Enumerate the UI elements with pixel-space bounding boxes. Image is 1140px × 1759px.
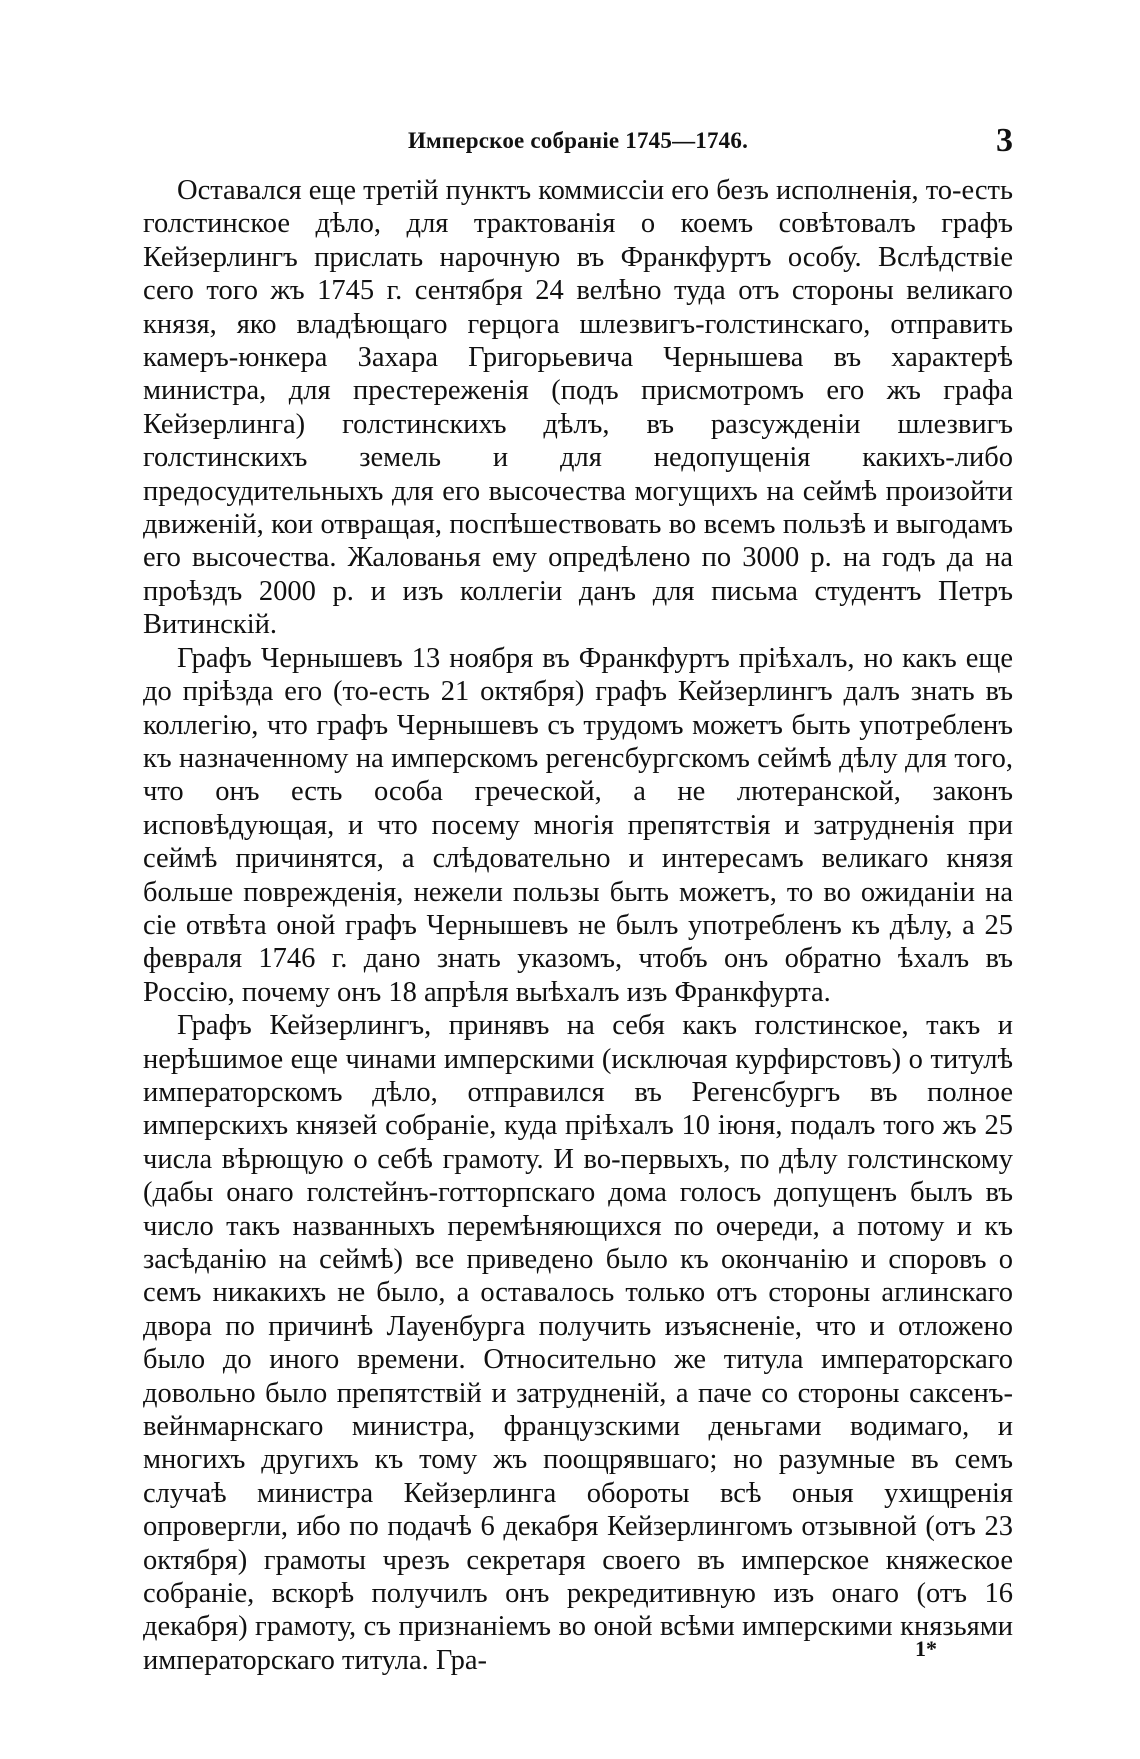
printer-signature-mark: 1* <box>915 1636 937 1661</box>
paragraph: Графъ Чернышевъ 13 ноября въ Франкфуртъ пріѣхалъ, но какъ еще до пріѣзда его (то-есть 21 октября) графъ Кейзерлингъ далъ знать въ коллегію, что графъ Чернышевъ съ трудомъ можетъ быть употребленъ къ назначенному на имперскомъ регенсбургскомъ сеймѣ дѣлу для того, что онъ есть особа греческой, а не лютеранской, законъ исповѣдующая, и что посему многія препятствія и затрудненія при сеймѣ причинятся, а слѣдовательно и интересамъ великаго князя больше поврежденія, нежели пользы быть можетъ, то во ожиданіи на сіе отвѣта оной графъ Чернышевъ не былъ употребленъ къ дѣлу, а 25 февраля 1746 г. дано знать указомъ, чтобъ онъ обратно ѣхалъ въ Россію, почему онъ 18 апрѣля выѣхалъ изъ Франкфурта. <box>143 642 1013 1008</box>
body-text <box>143 174 1013 1677</box>
paragraph: Графъ Кейзерлингъ, принявъ на себя какъ голстинское, такъ и нерѣшимое еще чинами имперскими (исключая курфирстовъ) о титулѣ императорскомъ дѣло, отправился въ Регенсбургъ въ полное имперскихъ князей собраніе, куда пріѣхалъ 10 іюня, подалъ того жъ 25 числа вѣрющую о себѣ грамоту. И во-первыхъ, по дѣлу голстинскому (дабы онаго голстейнъ-готторпскаго дома голосъ допущенъ былъ въ число такъ названныхъ перемѣняющихся по очереди, а потому и къ засѣданію на сеймѣ) все приведено было къ окончанію и споровъ о семъ никакихъ не было, а оставалось только отъ стороны аглинскаго двора по причинѣ Лауенбурга получить изъясненіе, что и отложено было до иного времени. Относительно же титула императорскаго довольно было препятствій и затрудненій, а паче со стороны саксенъ-вейнмарнскаго министра, французскими деньгами водимаго, и многихъ другихъ къ тому жъ поощрявшаго; но разумные въ семъ случаѣ министра Кейзерлинга обороты всѣ оныя ухищренія опровергли, ибо по подачѣ 6 декабря Кейзерлингомъ отзывной (отъ 23 октября) грамоты чрезъ секретаря своего въ имперское княжеское собраніе, вскорѣ получилъ онъ рекредитивную изъ онаго (отъ 16 декабря) грамоту, съ признаніемъ во оной всѣми имперскими князьями императорскаго титула. Гра- <box>143 1010 1013 1676</box>
running-header <box>143 122 1013 172</box>
paragraph: Оставался еще третій пунктъ коммиссіи его безъ исполненія, то-есть голстинское дѣло, для трактованія о коемъ совѣтовалъ графъ Кейзерлингъ прислать нарочную въ Франкфуртъ особу. Вслѣдствіе сего того жъ 1745 г. сентября 24 велѣно туда отъ стороны великаго князя, яко владѣющаго герцога шлезвигъ-голстинскаго, отправить камеръ-юнкера Захара Григорьевича Чернышева въ характерѣ министра, для престереженія (подъ присмотромъ его жъ графа Кейзерлинга) голстинскихъ дѣлъ, въ разсужденіи шлезвигъ голстинскихъ земель и для недопущенія какихъ-либо предосудительныхъ для его высочества могущихъ на сеймѣ произойти движеній, кои отвращая, поспѣшествовать во всемъ пользѣ и выгодамъ его высочества. Жалованья ему опредѣлено по 3000 р. на годъ да на проѣздъ 2000 р. и изъ коллегіи данъ для письма студентъ Петръ Витинскій. <box>143 175 1013 641</box>
running-title: Имперское собраніе 1745—1746. <box>407 128 749 153</box>
page-number: 3 <box>996 122 1013 159</box>
